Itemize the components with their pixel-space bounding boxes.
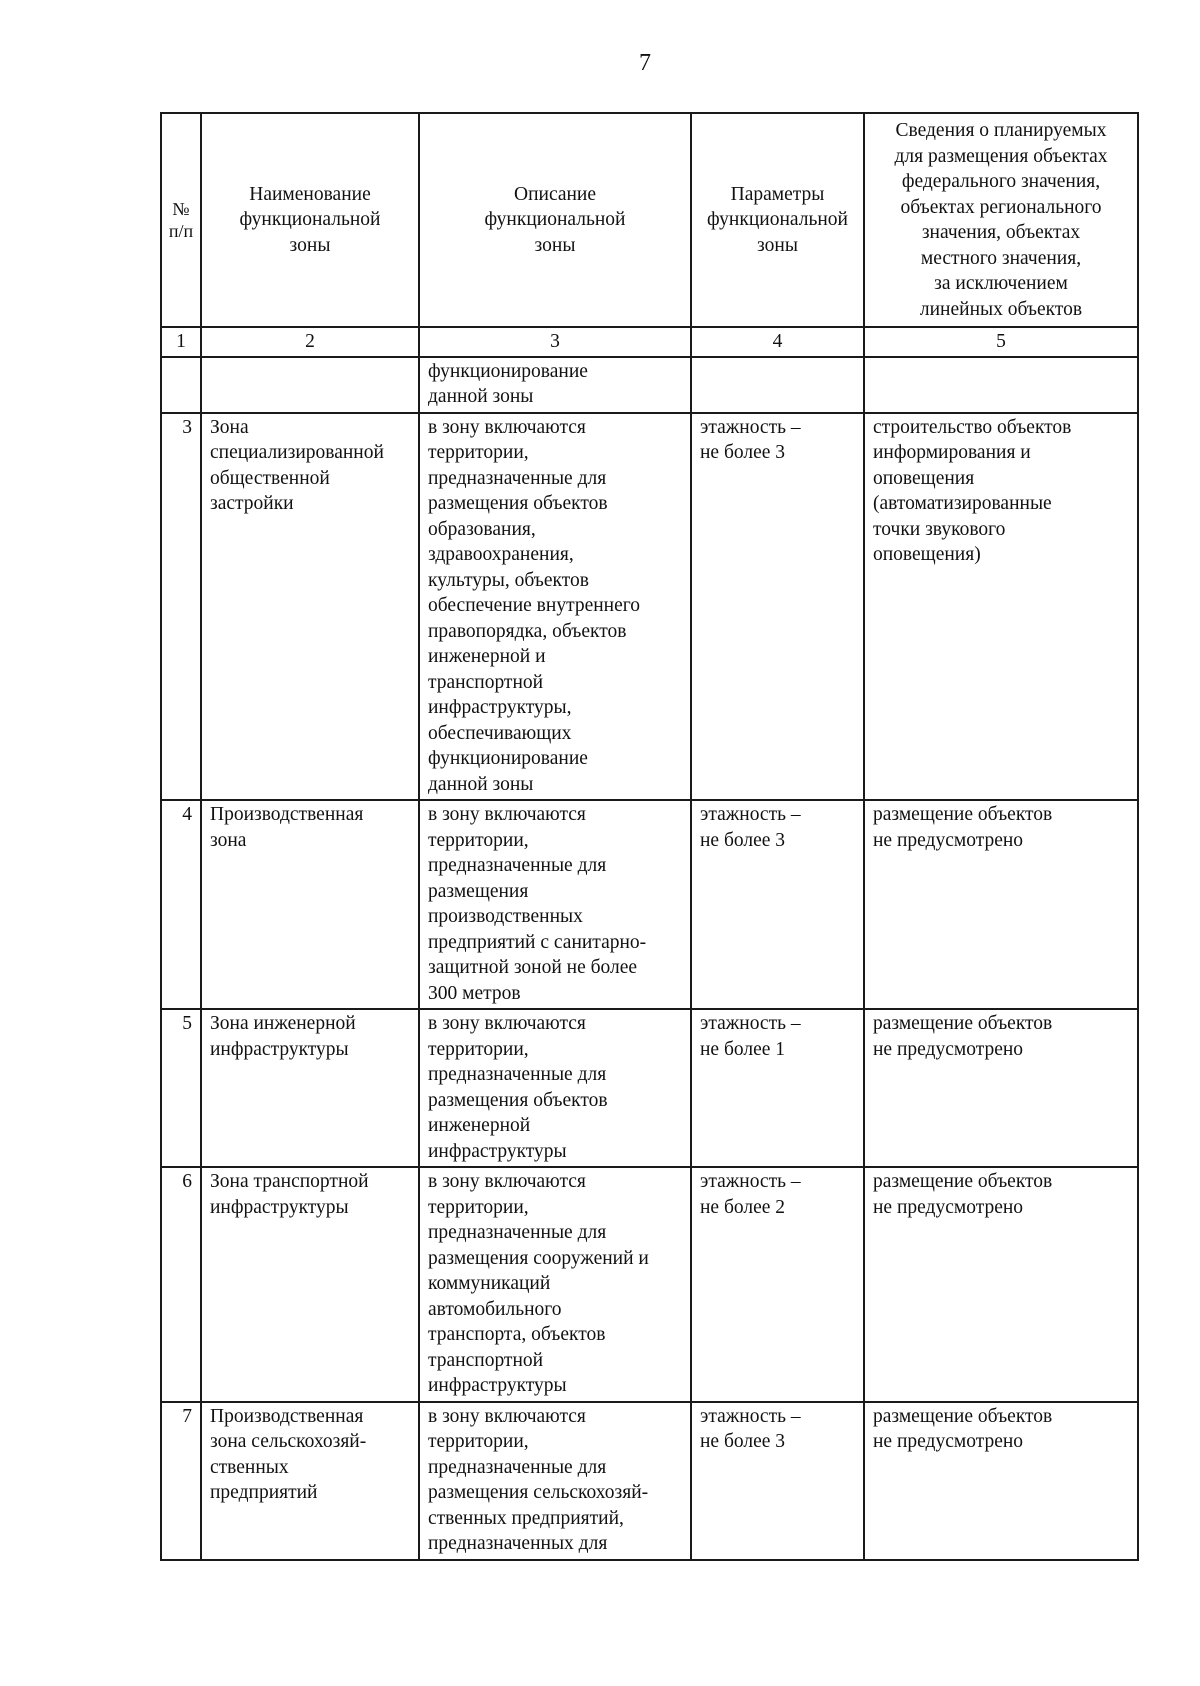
column-number: 4: [691, 327, 864, 357]
header-zone-description: Описание функциональной зоны: [419, 113, 691, 327]
column-number: 1: [161, 327, 201, 357]
planned-objects: [864, 357, 1138, 413]
zone-name: Зона инженерной инфраструктуры: [201, 1009, 419, 1167]
row-number: 3: [161, 413, 201, 801]
table-row: [161, 357, 1138, 413]
column-number: 2: [201, 327, 419, 357]
table-row: [161, 800, 1138, 1009]
zone-parameters: этажность – не более 1: [691, 1009, 864, 1167]
zone-name: Производственная зона сельскохозяй- ственных предприятий: [201, 1402, 419, 1560]
row-number: 4: [161, 800, 201, 1009]
zone-parameters: этажность – не более 3: [691, 800, 864, 1009]
functional-zones-table: [160, 112, 1139, 1561]
table-row: [161, 1402, 1138, 1560]
row-number: [161, 357, 201, 413]
column-numbers-row: [161, 327, 1138, 357]
zone-parameters: [691, 357, 864, 413]
column-number: 3: [419, 327, 691, 357]
planned-objects: размещение объектов не предусмотрено: [864, 1009, 1138, 1167]
header-zone-parameters: Параметры функциональной зоны: [691, 113, 864, 327]
zone-description: в зону включаются территории, предназначенные для размещения сельскохозяй- ственных предприятий, предназначенных для: [419, 1402, 691, 1560]
zone-description: функционирование данной зоны: [419, 357, 691, 413]
zone-parameters: этажность – не более 3: [691, 413, 864, 801]
zone-description: в зону включаются территории, предназначенные для размещения объектов инженерной инфраструктуры: [419, 1009, 691, 1167]
column-number: 5: [864, 327, 1138, 357]
table-row: [161, 1009, 1138, 1167]
page-number: 7: [639, 50, 651, 76]
zone-description: в зону включаются территории, предназначенные для размещения объектов образования, здравоохранения, культуры, объектов обеспечение внутреннего правопорядка, объектов инженерной и транспортной инфраструктуры, обеспечивающих функционирование данной зоны: [419, 413, 691, 801]
zone-parameters: этажность – не более 3: [691, 1402, 864, 1560]
planned-objects: строительство объектов информирования и оповещения (автоматизированные точки звукового оповещения): [864, 413, 1138, 801]
planned-objects: размещение объектов не предусмотрено: [864, 1167, 1138, 1402]
zone-description: в зону включаются территории, предназначенные для размещения производственных предприятий с санитарно- защитной зоной не более 300 метров: [419, 800, 691, 1009]
zone-name: Зона специализированной общественной застройки: [201, 413, 419, 801]
zone-name: Производственная зона: [201, 800, 419, 1009]
table-row: [161, 413, 1138, 801]
planned-objects: размещение объектов не предусмотрено: [864, 800, 1138, 1009]
header-number: № п/п: [161, 113, 201, 327]
row-number: 6: [161, 1167, 201, 1402]
header-zone-name: Наименование функциональной зоны: [201, 113, 419, 327]
table-row: [161, 1167, 1138, 1402]
zone-description: в зону включаются территории, предназначенные для размещения сооружений и коммуникаций автомобильного транспорта, объектов транспортной инфраструктуры: [419, 1167, 691, 1402]
zone-parameters: этажность – не более 2: [691, 1167, 864, 1402]
header-planned-objects: Сведения о планируемых для размещения объектах федерального значения, объектах регионального значения, объектах местного значения, за исключением линейных объектов: [864, 113, 1138, 327]
zone-name: Зона транспортной инфраструктуры: [201, 1167, 419, 1402]
row-number: 7: [161, 1402, 201, 1560]
zone-name: [201, 357, 419, 413]
header-row: [161, 113, 1138, 327]
table-body: [161, 357, 1138, 1560]
planned-objects: размещение объектов не предусмотрено: [864, 1402, 1138, 1560]
row-number: 5: [161, 1009, 201, 1167]
